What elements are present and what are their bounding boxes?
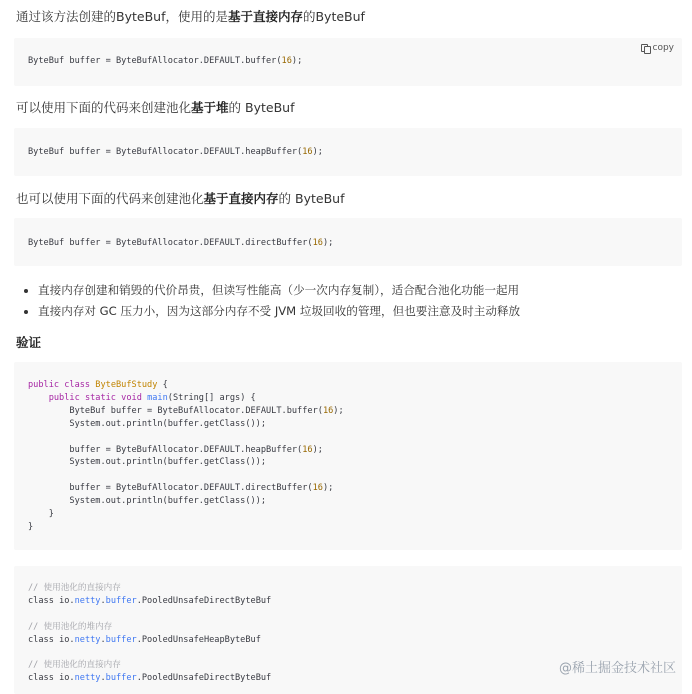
heap-paragraph bbox=[16, 99, 294, 117]
heap-text-end: 的 ByteBuf bbox=[228, 100, 295, 115]
intro-bold: 基于直接内存 bbox=[227, 9, 303, 24]
study-code: public class ByteBufStudy { public static void main(String[] args) { ByteBuf buffer = ByteBufAllocator.DEFAULT.buffer(16); System.out.println(buffer.getClass()); buffer = ByteBufAllocator.DEFAULT.heapBuffer(16); System.out.println(buffer.getClass()); buffer = ByteBufAllocator.DEFAULT.directBuffer(16); System.out.println(buffer.getClass()); } } bbox=[28, 380, 344, 532]
direct-text-end: 的 ByteBuf bbox=[278, 191, 345, 206]
direct-paragraph bbox=[16, 190, 344, 208]
watermark: @稀土掘金技术社区 bbox=[558, 661, 676, 676]
copy-button[interactable] bbox=[641, 43, 675, 53]
code-block-default-buffer bbox=[14, 38, 682, 86]
intro-paragraph bbox=[16, 8, 365, 26]
list-item: • 直接内存创建和销毁的代价昂贵，但读写性能高（少一次内存复制），适合配合池化功能一起用 bbox=[38, 280, 520, 301]
code-block-heap-buffer bbox=[14, 128, 682, 176]
code-line: ByteBuf buffer = ByteBufAllocator.DEFAULT.heapBuffer(16); bbox=[28, 147, 323, 157]
code-block-study bbox=[14, 362, 682, 550]
intro-text: 通过该方法创建的ByteBuf，使用的是 bbox=[16, 9, 228, 24]
output-code: // 使用池化的直接内存 class io.netty.buffer.PooledUnsafeDirectByteBuf // 使用池化的堆内存 class io.netty.buffer.PooledUnsafeHeapByteBuf // 使用池化的直接内存 class io.netty.buffer.PooledUnsafeDirectByteBuf bbox=[28, 583, 272, 684]
direct-text: 也可以使用下面的代码来创建池化 bbox=[16, 191, 204, 206]
code-line: ByteBuf buffer = ByteBufAllocator.DEFAULT.directBuffer(16); bbox=[28, 238, 334, 248]
code-line: ByteBuf buffer = ByteBufAllocator.DEFAULT.buffer(16); bbox=[28, 56, 303, 66]
direct-bold: 基于直接内存 bbox=[203, 191, 279, 206]
heap-bold: 基于堆 bbox=[191, 100, 229, 115]
intro-text-end: 的ByteBuf bbox=[302, 9, 365, 24]
copy-icon bbox=[641, 44, 650, 53]
verify-heading: 验证 bbox=[16, 335, 42, 350]
list-item: • 直接内存对 GC 压力小，因为这部分内存不受 JVM 垃圾回收的管理，但也要注意及时主动释放 bbox=[38, 301, 520, 322]
copy-label: copy bbox=[652, 43, 674, 53]
bullet-list bbox=[18, 280, 520, 322]
code-block-direct-buffer bbox=[14, 218, 682, 266]
heap-text: 可以使用下面的代码来创建池化 bbox=[16, 100, 192, 115]
